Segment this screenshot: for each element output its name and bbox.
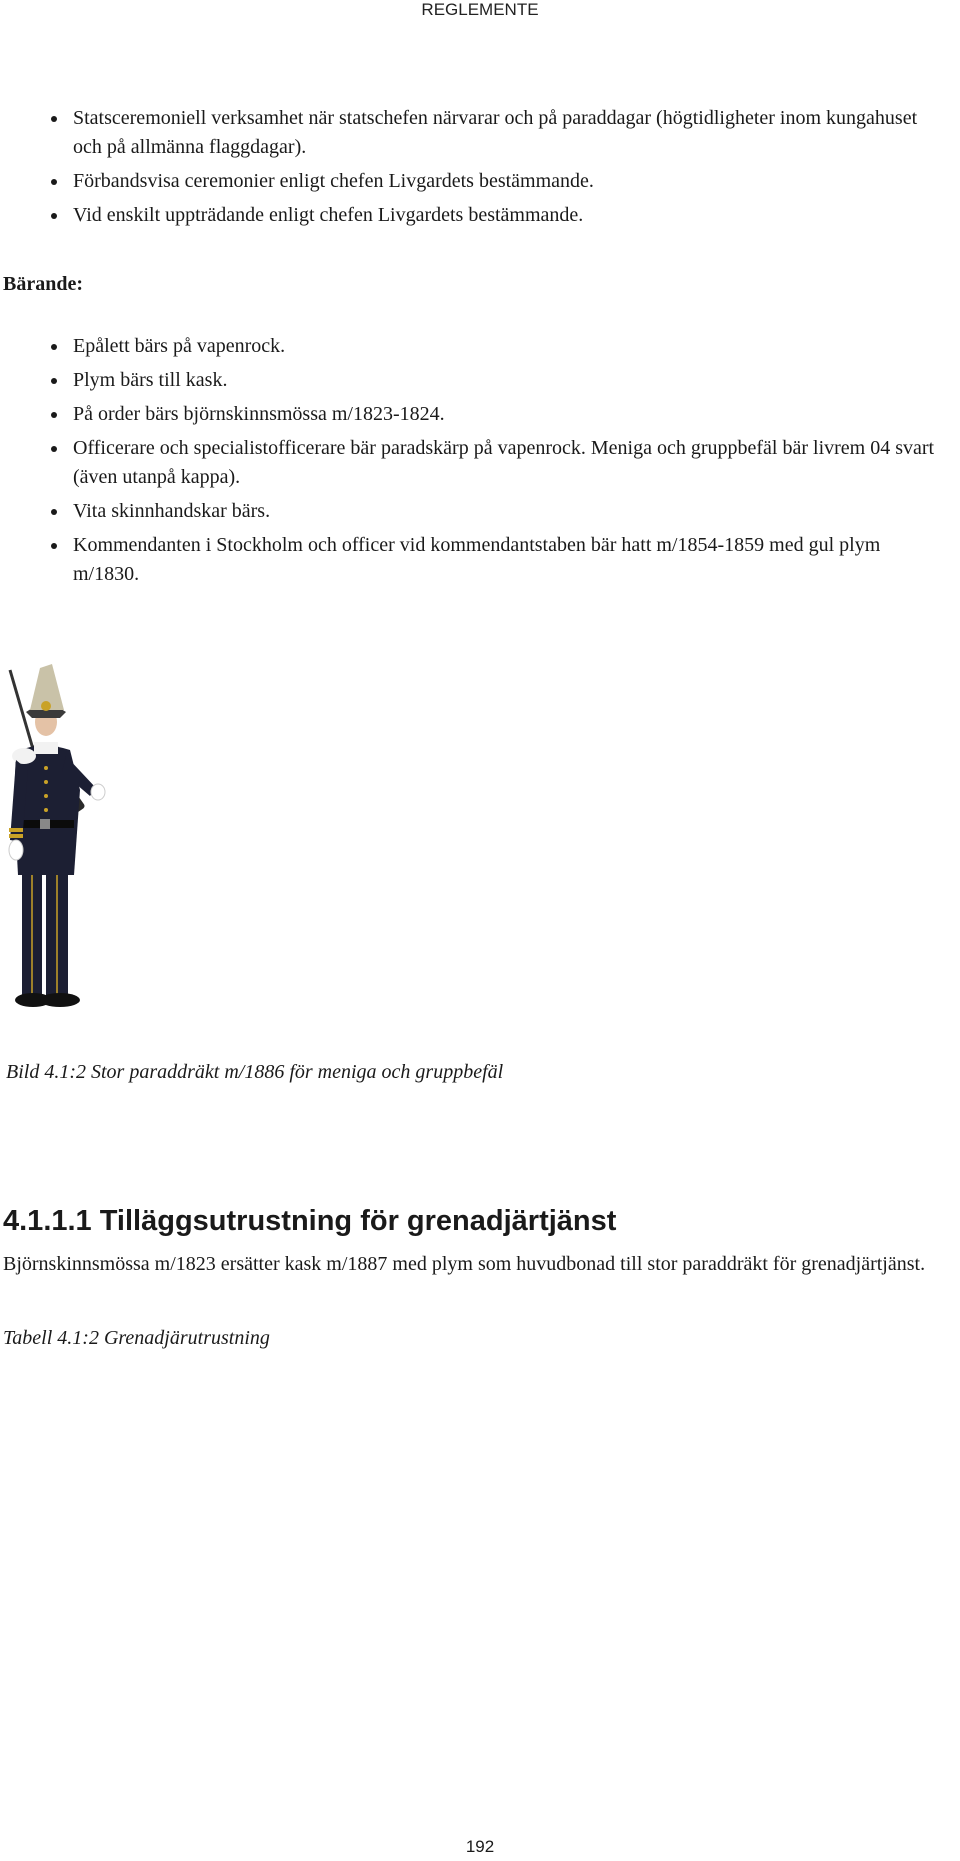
list-item: Plym bärs till kask. — [0, 366, 960, 395]
list-item: Kommendanten i Stockholm och officer vid kommendantstaben bär hatt m/1854-1859 med gul plym m/1830. — [0, 531, 960, 589]
list-item: På order bärs björnskinnsmössa m/1823-1824. — [0, 400, 960, 429]
page-number: 192 — [465, 1837, 495, 1856]
uniform-photo — [0, 660, 130, 1020]
list-item: Officerare och specialistofficerare bär paradskärp på vapenrock. Meniga och gruppbefäl bär livrem 04 svart (även utanpå kappa). — [0, 434, 960, 492]
list-item: Förbandsvisa ceremonier enligt chefen Livgardets bestämmande. — [0, 167, 960, 196]
list-item: Epålett bärs på vapenrock. — [0, 332, 960, 361]
wearing-label: Bärande: — [3, 273, 83, 295]
wearing-list — [0, 332, 960, 594]
list-item: Vid enskilt uppträdande enligt chefen Livgardets bestämmande. — [0, 201, 960, 230]
list-item: Vita skinnhandskar bärs. — [0, 497, 960, 526]
table-caption: Tabell 4.1:2 Grenadjärutrustning — [3, 1327, 270, 1349]
section-heading: 4.1.1.1 Tilläggsutrustning för grenadjärtjänst — [3, 1205, 617, 1237]
list-item: Statsceremoniell verksamhet när statschefen närvarar och på paraddagar (högtidligheter inom kungahuset och på allmänna flaggdagar). — [0, 104, 960, 162]
body-paragraph: Björnskinnsmössa m/1823 ersätter kask m/1887 med plym som huvudbonad till stor paraddräkt för grenadjärtjänst. — [3, 1253, 926, 1275]
usage-list — [0, 104, 960, 235]
running-header: REGLEMENTE — [421, 0, 539, 19]
figure-caption: Bild 4.1:2 Stor paraddräkt m/1886 för meniga och gruppbefäl — [6, 1061, 504, 1083]
